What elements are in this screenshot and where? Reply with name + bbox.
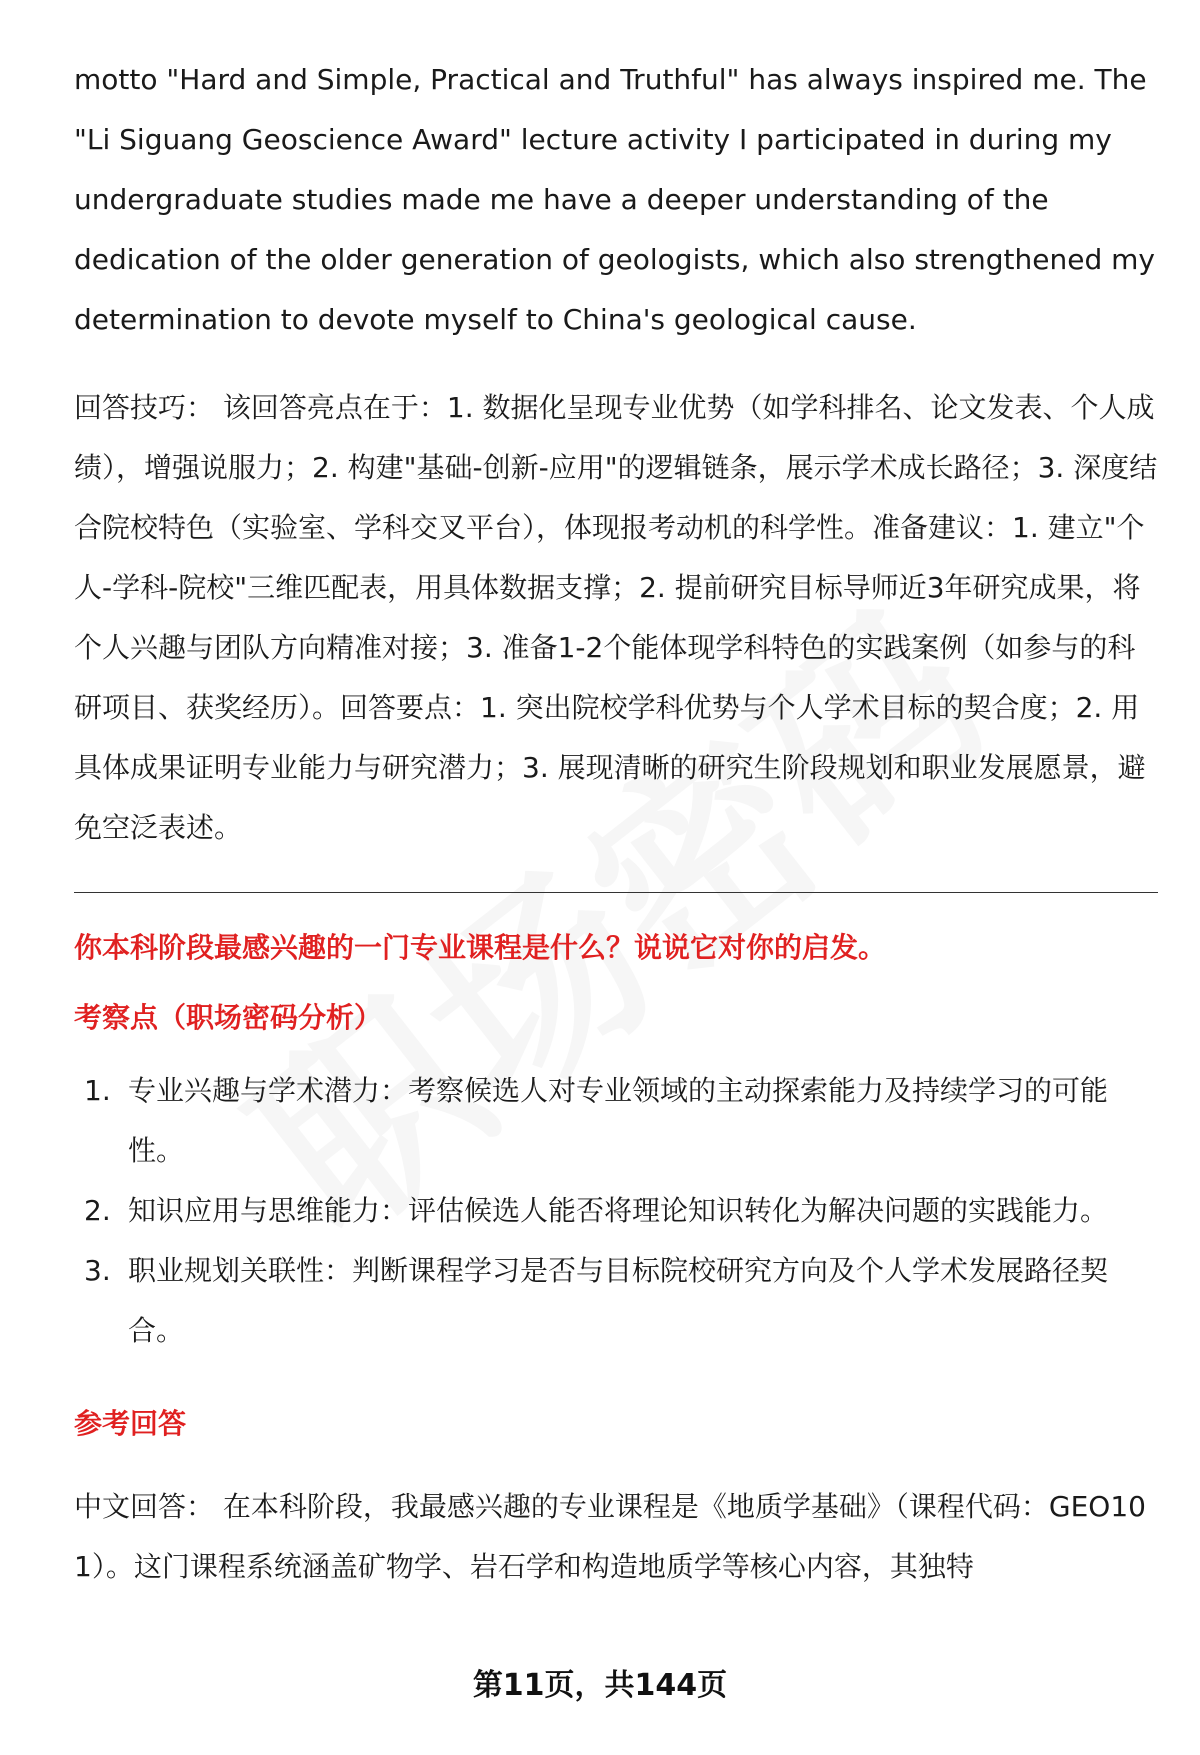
reference-heading: 参考回答 <box>74 1407 187 1440</box>
page-footer: 第11页，共144页 <box>472 1668 728 1703</box>
list-text: 职业规划关联性：判断课程学习是否与目标院校研究方向及个人学术发展路径契合。 <box>128 1254 1109 1347</box>
list-text: 知识应用与思维能力：评估候选人能否将理论知识转化为解决问题的实践能力。 <box>128 1194 1109 1227</box>
list-number: 2. <box>84 1194 111 1227</box>
assessment-list <box>74 1061 1158 1361</box>
list-number: 3. <box>84 1254 111 1287</box>
assessment-heading: 考察点（职场密码分析） <box>74 1001 383 1034</box>
answer-paragraph: 中文回答： 在本科阶段，我最感兴趣的专业课程是《地质学基础》（课程代码：GEO101）。这门课程系统涵盖矿物学、岩石学和构造地质学等核心内容，其独特 <box>74 1490 1146 1583</box>
document-page <box>74 50 1158 1597</box>
intro-paragraph: motto "Hard and Simple, Practical and Truthful" has always inspired me. The "Li Siguang Geoscience Award" lecture activity I participated in during my undergraduate studies made me have a deeper understanding of the dedication of the older generation of geologists, which also strengthened my determination to devote myself to China's geological cause. <box>74 63 1155 336</box>
list-text: 专业兴趣与学术潜力：考察候选人对专业领域的主动探索能力及持续学习的可能性。 <box>128 1074 1109 1167</box>
list-item <box>74 1241 1158 1361</box>
list-number: 1. <box>84 1074 111 1107</box>
tips-paragraph: 回答技巧： 该回答亮点在于：1. 数据化呈现专业优势（如学科排名、论文发表、个人成绩），增强说服力；2. 构建"基础-创新-应用"的逻辑链条，展示学术成长路径；3. 深度结合院校特色（实验室、学科交叉平台），体现报考动机的科学性。准备建议：1. 建立"个人-学科-院校"三维匹配表，用具体数据支撑；2. 提前研究目标导师近3年研究成果，将个人兴趣与团队方向精准对接；3. 准备1-2个能体现学科特色的实践案例（如参与的科研项目、获奖经历）。回答要点：1. 突出院校学科优势与个人学术目标的契合度；2. 用具体成果证明专业能力与研究潜力；3. 展现清晰的研究生阶段规划和职业发展愿景，避免空泛表述。 <box>74 391 1158 844</box>
list-item <box>74 1181 1158 1241</box>
question-heading: 你本科阶段最感兴趣的一门专业课程是什么？说说它对你的启发。 <box>74 931 887 964</box>
list-item <box>74 1061 1158 1181</box>
section-divider <box>74 892 1158 893</box>
